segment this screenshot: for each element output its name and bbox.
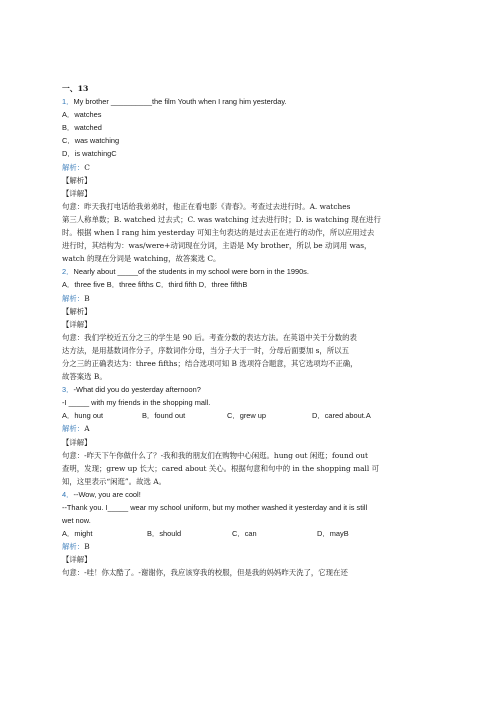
answer-value: C	[84, 162, 90, 172]
question-4-options	[62, 527, 440, 540]
question-4-option-b: B．should	[147, 529, 182, 539]
question-2-explanation-line: 句意：我们学校近五分之三的学生是 90 后。考查分数的表达方法。在英语中关于分数的表	[62, 332, 357, 342]
question-3-option-b: B．found out	[142, 411, 186, 421]
question-4-xiangjie-heading: 【详解】	[62, 555, 92, 565]
question-4-option-c: C．can	[232, 529, 257, 539]
question-3-option-d: D．cared about.A	[312, 411, 371, 421]
question-3-explanation-line: 句意：-昨天下午你做什么了？-我和我的朋友们在购物中心闲逛。hung out 闲逛；found out	[62, 450, 368, 460]
question-3-explanation-line: 查明，发现；grew up 长大；cared about 关心。根据句意和句中的 in the shopping mall 可	[62, 463, 379, 473]
answer-label: 解析：	[62, 162, 85, 172]
question-1-stem	[62, 95, 440, 108]
question-1-jiexi-heading: 【解析】	[62, 175, 92, 185]
question-1-explanation-line: 第三人称单数；B. watched 过去式；C. was watching 过去进行时；D. is watching 现在进行	[62, 214, 381, 224]
question-3-stem-line-2: -I _____ with my friends in the shopping mall.	[62, 398, 211, 408]
question-3-stem	[62, 383, 440, 396]
question-4-option-a: A．might	[62, 529, 93, 539]
question-2-options: A．three five B．three fifths C．third fifth D．three fifthB	[62, 280, 248, 290]
document-page	[62, 82, 440, 580]
section-title: 一、13	[62, 84, 89, 93]
question-3-options	[62, 409, 440, 422]
question-4-answer	[62, 540, 440, 553]
question-2-explanation-line: 分之三的正确表达为：three fifths；结合选项可知 B 选项符合题意，其它选项均不正确，	[62, 358, 358, 368]
question-1-explanation-line: 句意：昨天我打电话给我弟弟时，他正在看电影《青春》。考查过去进行时。A. watches	[62, 201, 351, 211]
answer-label: 解析：	[62, 424, 85, 434]
question-1-answer	[62, 161, 440, 174]
question-3-number: 3．	[62, 385, 74, 395]
question-1-option-d: D．is watchingC	[62, 149, 117, 159]
question-2-stem	[62, 265, 440, 278]
question-4-explanation-line: 句意：-哇！你太酷了。-谢谢你，我应该穿我的校服，但是我的妈妈昨天洗了，它现在还	[62, 568, 348, 578]
question-3-option-c: C．grew up	[227, 411, 267, 421]
question-4-stem-line-3: wet now.	[62, 516, 91, 526]
question-1-option-a: A．watches	[62, 110, 102, 120]
question-4-number: 4．	[62, 489, 74, 499]
question-2-jiexi-heading: 【解析】	[62, 306, 92, 316]
question-2-number: 2．	[62, 267, 74, 277]
question-1-xiangjie-heading: 【详解】	[62, 188, 92, 198]
question-1-option-b: B．watched	[62, 123, 102, 133]
question-1-number: 1．	[62, 97, 74, 107]
question-3-explanation-line: 知，这里表示“闲逛”。故选 A。	[62, 476, 166, 486]
question-2-xiangjie-heading: 【详解】	[62, 319, 92, 329]
question-2-text: Nearly about _____of the students in my school were born in the 1990s.	[73, 267, 309, 277]
question-1-text: My brother __________the film Youth when I rang him yesterday.	[73, 97, 287, 107]
answer-value: A	[84, 424, 90, 434]
answer-label: 解析：	[62, 542, 85, 552]
question-4-stem	[62, 488, 440, 501]
question-1-explanation-line: watch 的现在分词是 watching，故答案选 C。	[62, 254, 221, 264]
question-3-text: -What did you do yesterday afternoon?	[73, 385, 201, 395]
answer-label: 解析：	[62, 293, 85, 303]
question-3-option-a: A．hung out	[62, 411, 104, 421]
question-2-answer	[62, 292, 440, 305]
question-3-xiangjie-heading: 【详解】	[62, 437, 92, 447]
answer-value: B	[84, 293, 90, 303]
question-2-explanation-line: 故答案选 B。	[62, 372, 107, 382]
answer-value: B	[84, 542, 90, 552]
question-4-option-d: D．mayB	[317, 529, 349, 539]
question-1-explanation-line: 时。根据 when I rang him yesterday 可知主句表达的是过去正在进行的动作，所以应用过去	[62, 228, 375, 238]
question-4-stem-line-2: --Thank you. I_____ wear my school uniform, but my mother washed it yesterday and it is still	[62, 503, 368, 512]
question-1-option-c: C．was watching	[62, 136, 120, 146]
question-4-text: --Wow, you are cool!	[73, 489, 141, 499]
question-2-explanation-line: 达方法，是用基数词作分子，序数词作分母，当分子大于一时，分母后面要加 s，所以五	[62, 345, 349, 355]
question-3-answer	[62, 422, 440, 435]
question-1-explanation-line: 进行时，其结构为：was/were+动词现在分词，主语是 My brother，所以 be 动词用 was，	[62, 241, 372, 251]
